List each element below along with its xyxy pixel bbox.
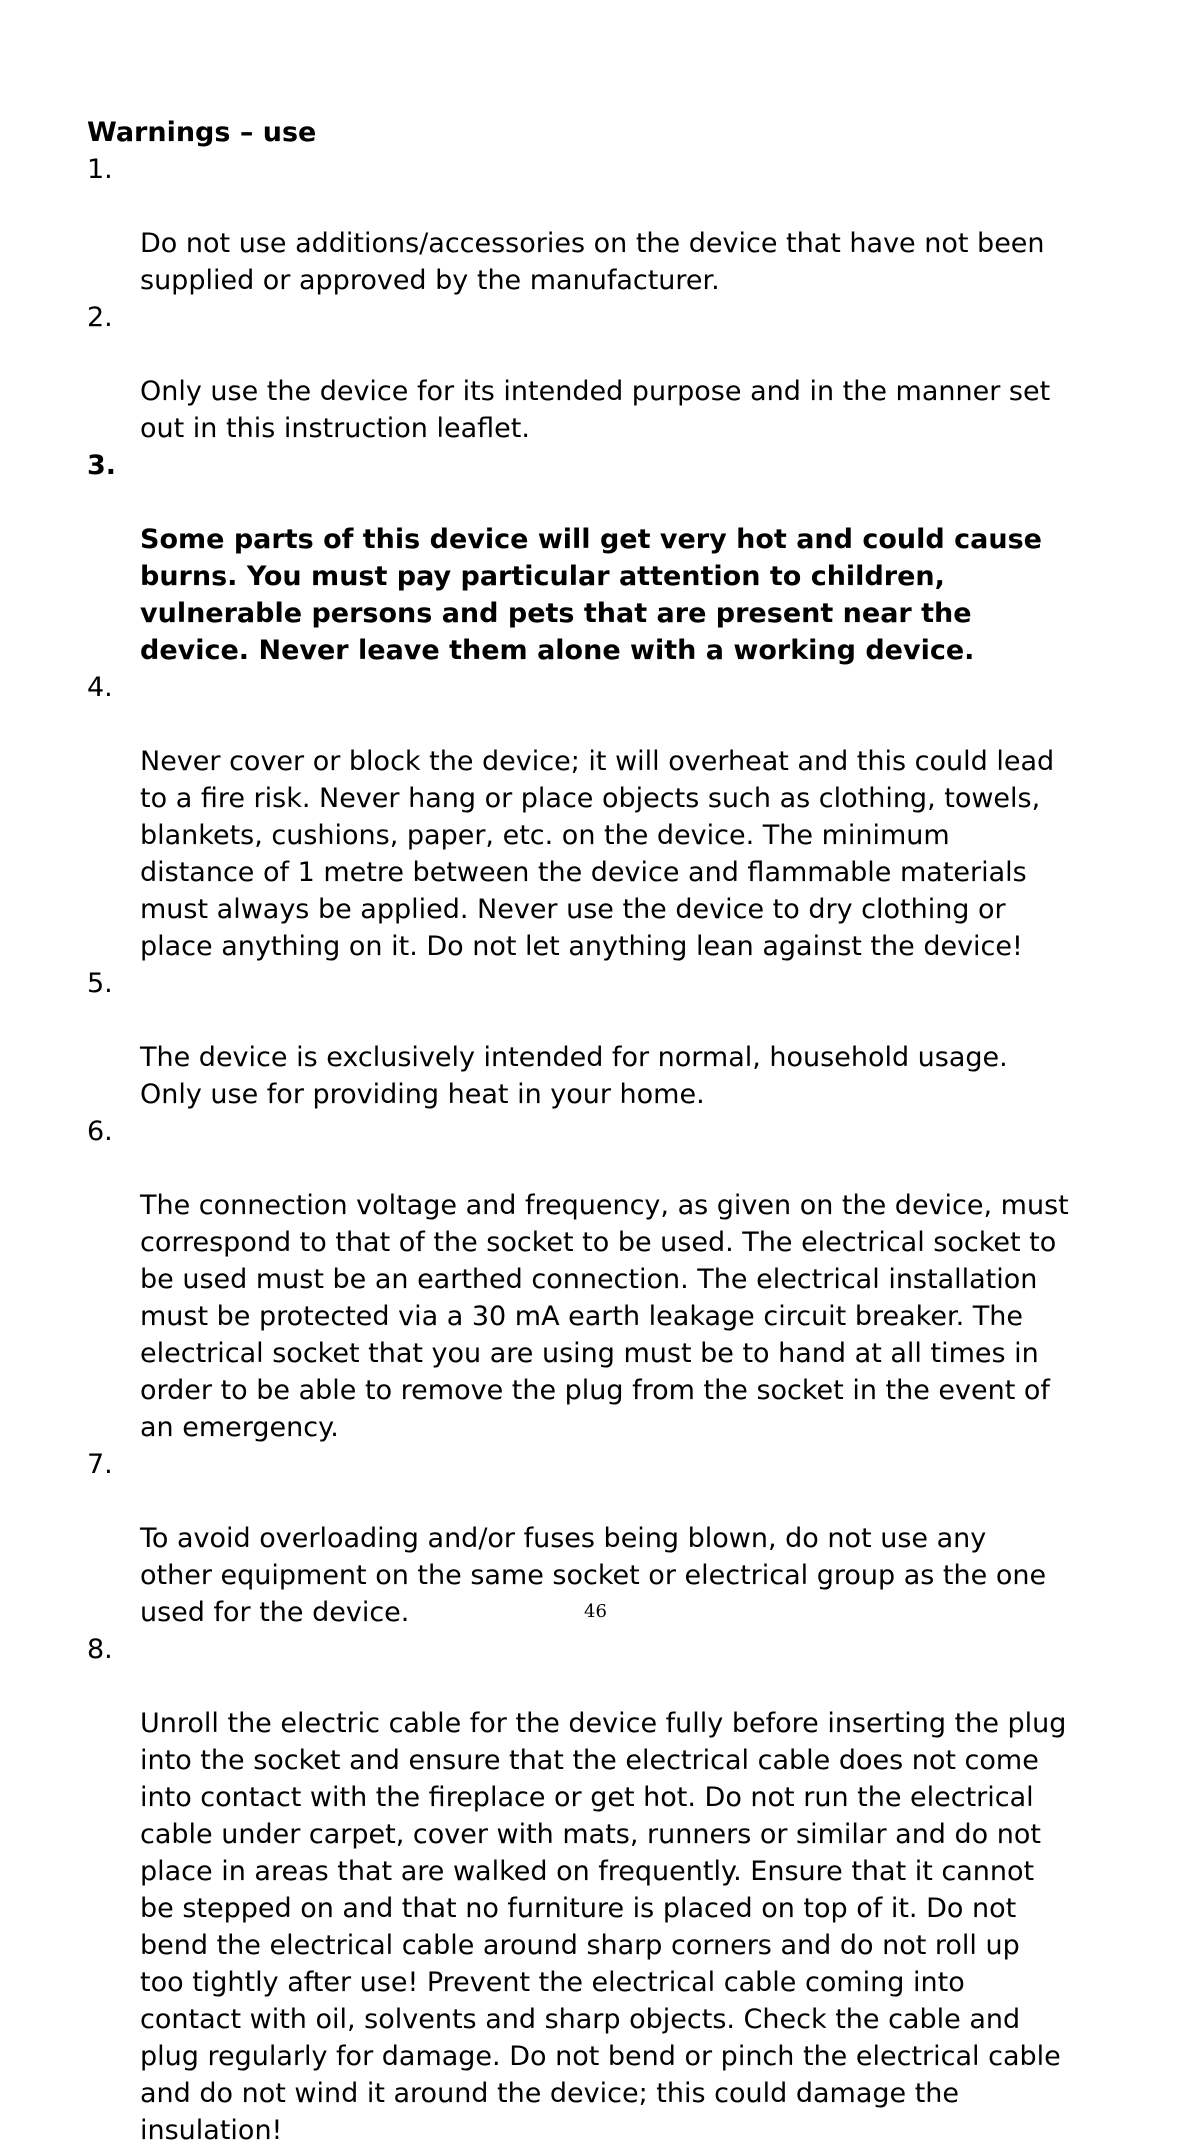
warning-item-8 (87, 1631, 1137, 2149)
item-number: 7. (87, 1449, 113, 1480)
section-heading: Warnings – use (87, 117, 317, 148)
page-number: 46 (584, 1601, 607, 1622)
item-number: 8. (87, 1634, 113, 1665)
item-text: The connection voltage and frequency, as given on the device, must correspond to that of the socket to be used. The electrical socket to be used must be an earthed connection. The electrical installation must be protected via a 30 mA earth leakage circuit breaker. The electrical socket that you are using must be to hand at all times in order to be able to remove the plug from the socket in the event of an emergency. (140, 1190, 1069, 1443)
item-number: 6. (87, 1116, 113, 1147)
item-number: 2. (87, 302, 113, 333)
item-text: Do not use additions/accessories on the device that have not been supplied or approved by the manufacturer. (140, 228, 1045, 296)
item-text: The device is exclusively intended for normal, household usage. Only use for providing heat in your home. (140, 1042, 1008, 1110)
item-text: Unroll the electric cable for the device fully before inserting the plug into the socket and ensure that the electrical cable does not come into contact with the fireplace or get hot. Do not run the electrical cable under carpet, cover with mats, runners or similar and do not place in areas that are walked on frequently. Ensure that it cannot be stepped on and that no furniture is placed on top of it. Do not bend the electrical cable around sharp corners and do not roll up too tightly after use! Prevent the electrical cable coming into contact with oil, solvents and sharp objects. Check the cable and plug regularly for damage. Do not bend or pinch the electrical cable and do not wind it around the device; this could damage the insulation! (140, 1708, 1067, 2146)
warnings-list (87, 151, 1137, 2149)
warning-item-2 (87, 299, 1137, 447)
item-text: Only use the device for its intended purpose and in the manner set out in this instruction leaflet. (140, 376, 1051, 444)
warning-item-6 (87, 1113, 1137, 1446)
item-text: Never cover or block the device; it will overheat and this could lead to a fire risk. Never hang or place objects such as clothing, towels, blankets, cushions, paper, etc. on the device. The minimum distance of 1 metre between the device and flammable materials must always be applied. Never use the device to dry clothing or place anything on it. Do not let anything lean against the device! (140, 746, 1055, 962)
item-number: 5. (87, 968, 113, 999)
item-text: To avoid overloading and/or fuses being blown, do not use any other equipment on the same socket or electrical group as the one used for the device. (140, 1523, 1047, 1628)
item-number: 4. (87, 672, 113, 703)
warning-item-4 (87, 669, 1137, 965)
item-number: 1. (87, 154, 113, 185)
warning-item-1 (87, 151, 1137, 299)
warning-item-3 (87, 447, 1137, 669)
item-number: 3. (87, 450, 117, 481)
warning-item-5 (87, 965, 1137, 1113)
item-text: Some parts of this device will get very hot and could cause burns. You must pay particular attention to children, vulnerable persons and pets that are present near the device. Never leave them alone with a working device. (140, 524, 1042, 666)
